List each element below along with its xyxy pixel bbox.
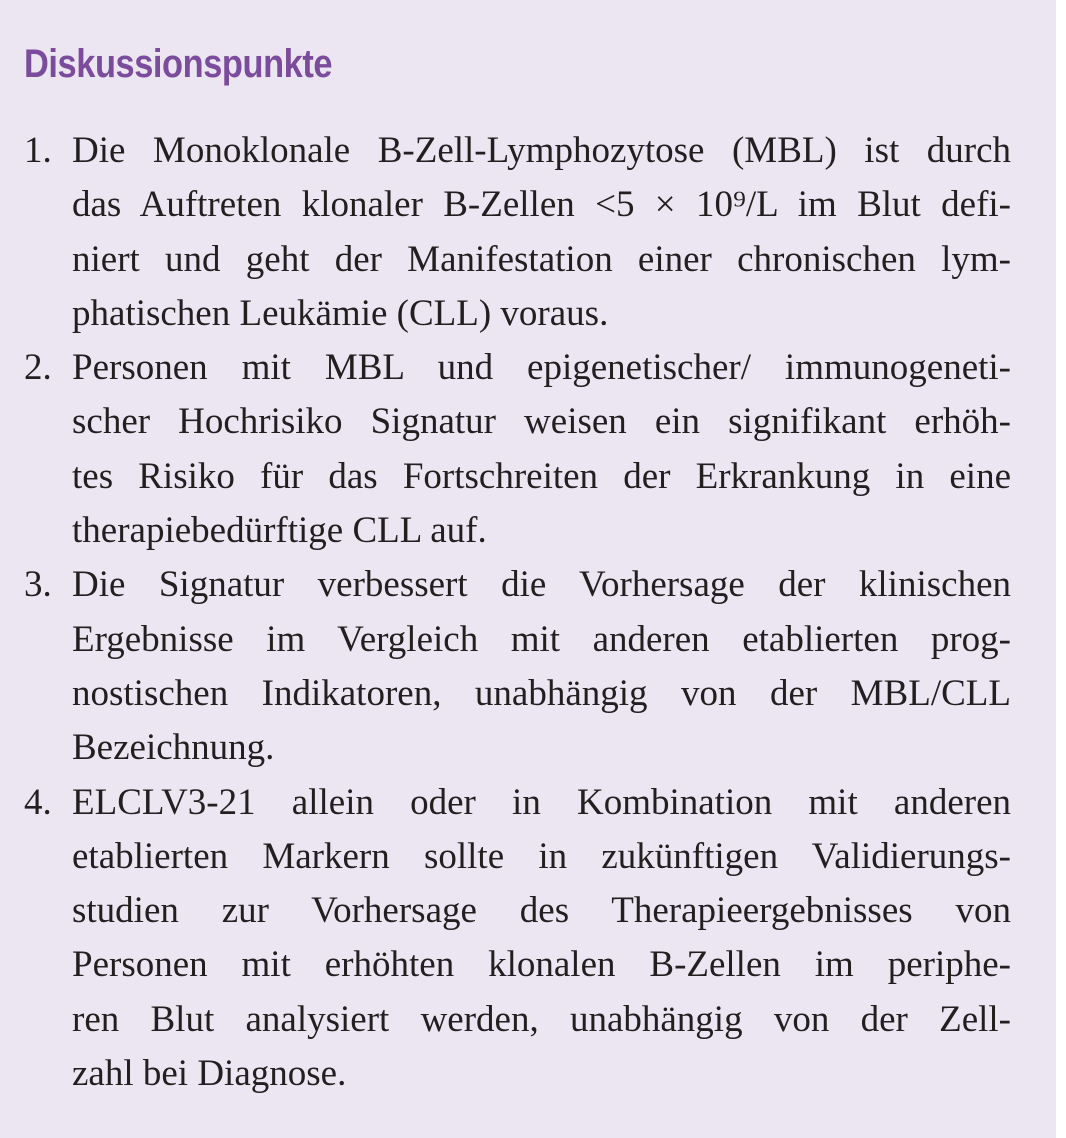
text-line: Bezeichnung. [72,727,275,769]
text-line: ren Blut analysiert werden, unabhängig von der Zell- [72,998,1011,1040]
item-number: 2. [24,347,52,389]
text-line: zahl bei Diagnose. [72,1053,347,1095]
item-number: 1. [24,130,52,171]
discussion-list [24,124,1011,1101]
text-line: nostischen Indikatoren, unabhängig von der MBL/CLL [72,672,1011,714]
item-text [72,776,1011,1102]
list-item-4 [24,776,1011,1102]
list-item-2 [24,341,1011,558]
text-line: Ergebnisse im Vergleich mit anderen etablierten prog- [72,618,1011,660]
text-line: scher Hochrisiko Signatur weisen ein signifikant erhöh- [72,401,1011,443]
item-number: 4. [24,781,52,823]
text-line: Die Signatur verbessert die Vorhersage der klinischen [72,564,1011,606]
list-item-3 [24,558,1011,775]
box-title: Diskussionspunkte [24,42,333,86]
list-item-1 [24,124,1011,341]
text-line: Die Monoklonale B-Zell-Lymphozytose (MBL) ist durch [72,130,1011,171]
text-line: phatischen Leukämie (CLL) voraus. [72,292,609,334]
item-text [72,558,1011,775]
text-line: Personen mit MBL und epigenetischer/ immunogeneti- [72,347,1011,389]
text-line: studien zur Vorhersage des Therapieergebnisses von [72,890,1011,932]
text-line: das Auftreten klonaler B-Zellen <5 × 10⁹/L im Blut defi- [72,184,1011,226]
text-line: ELCLV3-21 allein oder in Kombination mit anderen [72,781,1011,823]
text-line: tes Risiko für das Fortschreiten der Erkrankung in eine [72,455,1011,497]
item-number: 3. [24,564,52,606]
item-text [72,341,1011,558]
item-text [72,124,1011,341]
text-line: therapiebedürftige CLL auf. [72,510,487,552]
text-line: etablierten Markern sollte in zukünftigen Validierungs- [72,835,1011,877]
text-line: Personen mit erhöhten klonalen B-Zellen im periphe- [72,944,1011,986]
text-line: niert und geht der Manifestation einer chronischen lym- [72,238,1011,280]
